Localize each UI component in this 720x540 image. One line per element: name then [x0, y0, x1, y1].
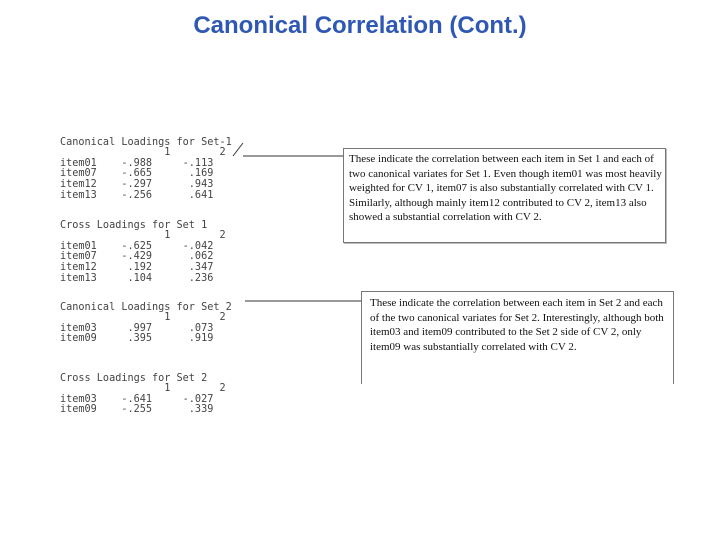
connector-line-set1 [233, 143, 243, 156]
set2-loadings-cols: 1 2 [60, 312, 226, 324]
set1-loadings-header: Canonical Loadings for Set-1 [60, 136, 232, 148]
set1-cross-cols: 1 2 [60, 230, 226, 242]
set2-loadings-header: Canonical Loadings for Set 2 [60, 301, 232, 313]
slide-title: Canonical Correlation (Cont.) [193, 12, 527, 39]
callout-set1 [343, 148, 666, 243]
table-row: item01 -.988 -.113 [60, 157, 214, 169]
set2-cross-header: Cross Loadings for Set 2 [60, 372, 208, 384]
table-row: item12 -.297 .943 [60, 178, 214, 190]
callout-set1-text: These indicate the correlation between each item in Set 1 and each of two canonical variates for Set 1. Even though item01 was most heavily weighted for CV 1, item07 is also substantially correlated with CV 1. Similarly, although mainly item12 contributed to CV 2, item13 also showed a substantial correlation with CV 2. [349, 153, 662, 224]
table-row: item09 .395 .919 [60, 333, 214, 345]
table-row: item01 -.625 -.042 [60, 240, 214, 252]
set1-loadings-cols: 1 2 [60, 147, 226, 159]
set2-cross-cols: 1 2 [60, 383, 226, 395]
callout-set2-text: These indicate the correlation between each item in Set 2 and each of the two canonical variates for Set 2. Interestingly, although both item03 and item09 contributed to the Set 2 side of CV 2, only item09 was substantially correlated with CV 2. [370, 297, 664, 353]
callout-set2 [361, 291, 674, 384]
table-row: item03 .997 .073 [60, 322, 214, 334]
table-row: item09 -.255 .339 [60, 404, 214, 416]
set1-cross-header: Cross Loadings for Set 1 [60, 219, 208, 231]
table-row: item07 -.665 .169 [60, 168, 214, 180]
table-row: item03 -.641 -.027 [60, 393, 214, 405]
table-row: item13 -.256 .641 [60, 189, 214, 201]
table-row: item12 .192 .347 [60, 261, 214, 273]
table-row: item13 .104 .236 [60, 272, 214, 284]
table-row: item07 -.429 .062 [60, 251, 214, 263]
